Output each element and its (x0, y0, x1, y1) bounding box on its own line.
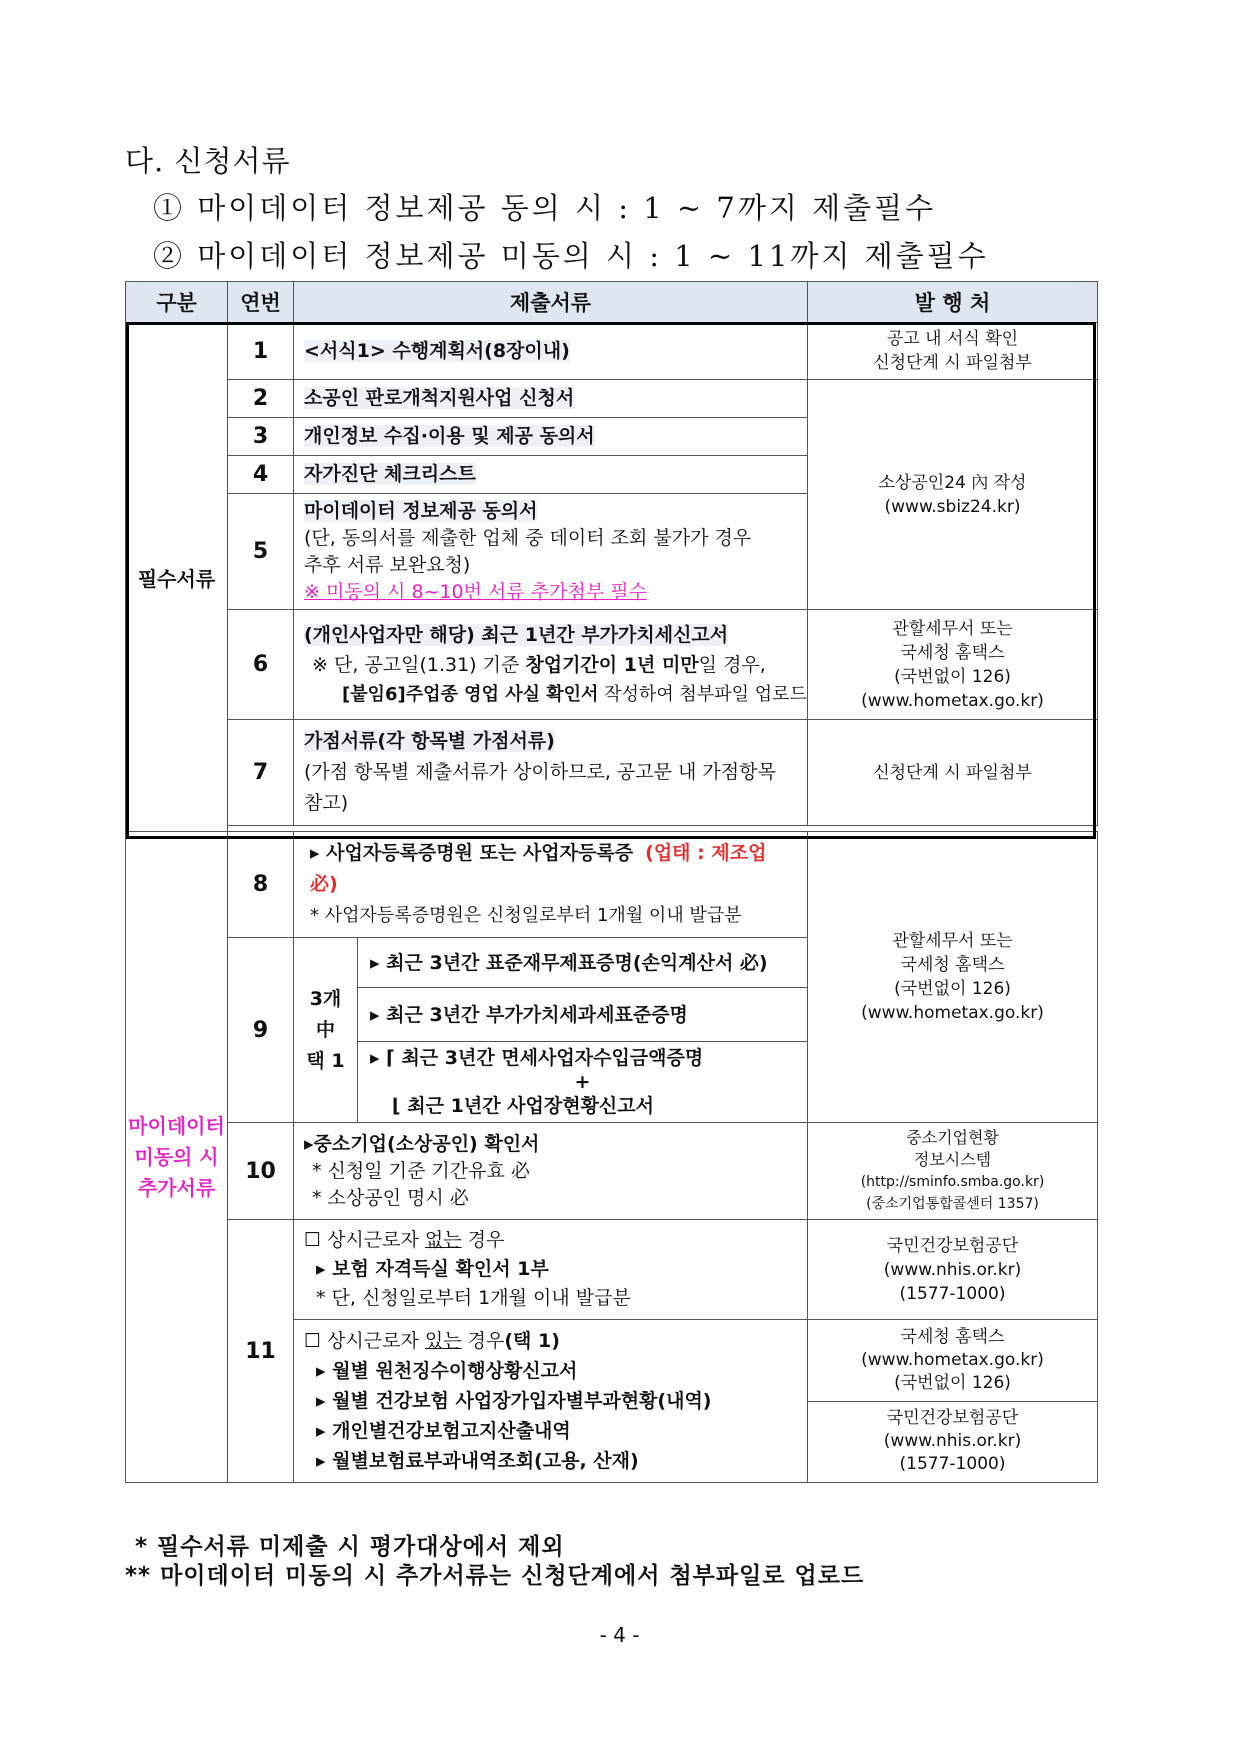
table-row (126, 720, 1098, 826)
choose-one-label: 3개 中 택 1 (294, 938, 358, 1123)
doc-cell (294, 380, 808, 418)
option-3: ▸ ⌈ 최근 3년간 면세사업자수입금액증명 + ⌊ 최근 1년간 사업장현황신고서 (358, 1042, 808, 1123)
doc-line: * 소상공인 명시 必 (312, 1186, 469, 1209)
row-number: 11 (228, 1220, 294, 1483)
section-title: 다. 신청서류 (125, 144, 291, 178)
doc-cell (294, 1123, 808, 1220)
doc-line: 추후 서류 보완요청) (304, 553, 471, 576)
condition-line-1: ① 마이데이터 정보제공 동의 시 : 1 ~ 7까지 제출필수 (153, 191, 937, 225)
issuer-line: (중소기업통합콜센터 1357) (866, 1196, 1039, 1212)
group-required: 필수서류 (126, 323, 228, 832)
issuer-line: (http://sminfo.smba.go.kr) (860, 1174, 1045, 1190)
doc-cell (294, 494, 808, 610)
doc-item: ▸ 월별보험료부과내역조회(고용, 산재) (316, 1450, 639, 1472)
issuer-line: 공고 내 서식 확인 (886, 329, 1019, 349)
option-2: ▸ 최근 3년간 부가가치세과세표준증명 (358, 988, 808, 1042)
issuer-line: (www.nhis.or.kr) (883, 1431, 1022, 1452)
doc-title: 가점서류(각 항목별 가점서류) (304, 730, 555, 752)
issuer-line: 신청단계 시 파일첨부 (873, 353, 1032, 373)
doc-line: * 단, 신청일로부터 1개월 이내 발급분 (316, 1287, 631, 1309)
issuer-line: 중소기업현황 (906, 1128, 999, 1147)
row-number: 9 (228, 938, 294, 1123)
documents-table (125, 281, 1098, 1483)
doc-title: 소공인 판로개척지원사업 신청서 (304, 387, 575, 409)
issuer-line: (1577-1000) (899, 1283, 1006, 1304)
issuer-line: (1577-1000) (899, 1454, 1006, 1475)
issuer-line: 정보시스템 (913, 1150, 992, 1169)
issuer-cell (808, 832, 1098, 1123)
issuer-cell (808, 380, 1098, 610)
doc-item: ▸ 보험 자격득실 확인서 1부 (316, 1258, 549, 1280)
issuer-cell (808, 610, 1098, 720)
issuer-cell (808, 1220, 1098, 1320)
issuer-line: 관할세무서 또는 (892, 618, 1013, 639)
doc-title: ▸중소기업(소상공인) 확인서 (304, 1132, 540, 1155)
table-header-row (126, 282, 1098, 323)
doc-cell (294, 610, 808, 720)
row-number: 1 (228, 323, 294, 380)
doc-note: [붙임6]주업종 영업 사실 확인서 작성하여 첨부파일 업로드 (342, 683, 807, 705)
doc-cell (294, 1320, 808, 1483)
row-number: 10 (228, 1123, 294, 1220)
header-issuer: 발 행 처 (808, 282, 1098, 323)
row-number: 3 (228, 418, 294, 456)
doc-cell (294, 720, 808, 826)
row-number: 8 (228, 832, 294, 938)
table-row (126, 380, 1098, 418)
issuer-line: (www.hometax.go.kr) (861, 1003, 1044, 1023)
table-row (126, 1220, 1098, 1320)
issuer-cell (808, 323, 1098, 380)
doc-item: ▸ 월별 원천징수이행상황신고서 (316, 1360, 578, 1382)
header-docs: 제출서류 (294, 282, 808, 323)
header-group: 구분 (126, 282, 228, 323)
doc-cell (294, 323, 808, 380)
doc-cell (294, 418, 808, 456)
page-number: - 4 - (599, 1623, 640, 1647)
footnotes (125, 1533, 864, 1591)
issuer-cell (808, 1320, 1098, 1402)
doc-line: (단, 동의서를 제출한 업체 중 데이터 조회 불가가 경우 (304, 526, 752, 549)
group-additional: 마이데이터 미동의 시 추가서류 (126, 832, 228, 1483)
issuer-line: 국민건강보험공단 (886, 1408, 1019, 1429)
issuer-cell (808, 1123, 1098, 1220)
doc-title: 마이데이터 정보제공 동의서 (304, 499, 538, 522)
header-no: 연번 (228, 282, 294, 323)
footnote-1: * 필수서류 미제출 시 평가대상에서 제외 (135, 1534, 565, 1560)
issuer-line: (국번없이 126) (894, 666, 1011, 687)
row-number: 5 (228, 494, 294, 610)
doc-item: ▸ 월별 건강보험 사업장가입자별부과현황(내역) (316, 1390, 712, 1412)
row-number: 4 (228, 456, 294, 494)
issuer-cell (808, 1401, 1098, 1483)
table-row (126, 1123, 1098, 1220)
doc-title: (개인사업자만 해당) 최근 1년간 부가가치세신고서 (304, 623, 729, 646)
doc-line: * 사업자등록증명원은 신청일로부터 1개월 이내 발급분 (310, 905, 742, 926)
doc-title: ▸ 사업자등록증명원 또는 사업자등록증 (업태 : 제조업 必) (310, 842, 767, 895)
doc-cell (294, 456, 808, 494)
option-1: ▸ 최근 3년간 표준재무제표증명(손익계산서 必) (358, 938, 808, 988)
issuer-line: 국세청 홈택스 (900, 642, 1005, 663)
issuer-line: 국세청 홈택스 (900, 955, 1005, 975)
doc-title: 자가진단 체크리스트 (304, 463, 476, 485)
issuer-line: 국민건강보험공단 (886, 1235, 1019, 1256)
doc-line: (가점 항목별 제출서류가 상이하므로, 공고문 내 가점항목 참고) (304, 761, 776, 814)
row-number: 7 (228, 720, 294, 826)
row-number: 2 (228, 380, 294, 418)
doc-title: 개인정보 수집·이용 및 제공 동의서 (304, 425, 595, 447)
doc-cell (294, 832, 808, 938)
doc-line: * 신청일 기준 기간유효 必 (312, 1159, 530, 1182)
case-with-employees: ☐ 상시근로자 있는 경우(택 1) (304, 1330, 560, 1352)
row-number: 6 (228, 610, 294, 720)
doc-title: <서식1> 수행계획서(8장이내) (304, 339, 570, 362)
table-row (126, 610, 1098, 720)
issuer-line: (국번없이 126) (894, 1372, 1011, 1393)
issuer-line: (국번없이 126) (894, 979, 1011, 999)
issuer-line: (www.hometax.go.kr) (861, 1349, 1044, 1370)
issuer-line: 관할세무서 또는 (892, 931, 1013, 951)
issuer-line: 국세청 홈택스 (900, 1326, 1005, 1347)
section-heading (125, 138, 1125, 280)
issuer-line: 소상공인24 內 작성 (878, 472, 1027, 493)
issuer-line: (www.hometax.go.kr) (861, 690, 1044, 711)
table-row (126, 832, 1098, 938)
case-no-employees: ☐ 상시근로자 없는 경우 (304, 1229, 505, 1251)
footnote-2: ** 마이데이터 미동의 시 추가서류는 신청단계에서 첨부파일로 업로드 (125, 1563, 865, 1589)
doc-note: ※ 단, 공고일(1.31) 기준 창업기간이 1년 미만일 경우, (312, 653, 766, 676)
table-row (126, 323, 1098, 380)
doc-cell (294, 1220, 808, 1320)
condition-line-2: ② 마이데이터 정보제공 미동의 시 : 1 ~ 11까지 제출필수 (153, 239, 989, 273)
doc-item: ▸ 개인별건강보험고지산출내역 (316, 1420, 571, 1442)
doc-warning: ※ 미동의 시 8~10번 서류 추가첨부 필수 (304, 580, 647, 603)
issuer-cell: 신청단계 시 파일첨부 (808, 720, 1098, 826)
issuer-line: (www.nhis.or.kr) (883, 1259, 1022, 1280)
issuer-line: (www.sbiz24.kr) (884, 496, 1021, 517)
